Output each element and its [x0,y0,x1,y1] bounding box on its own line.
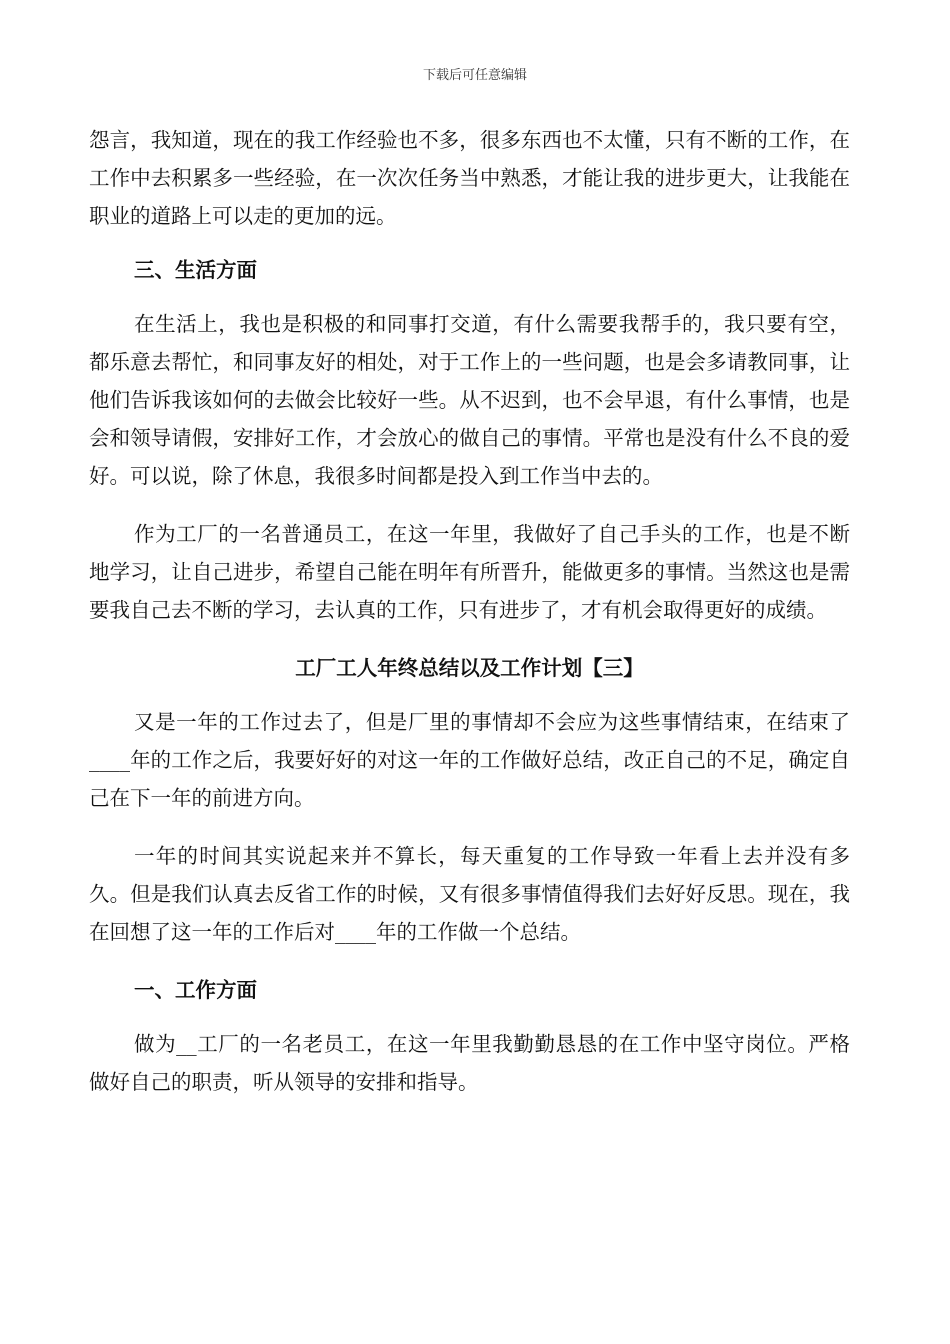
paragraph-work: 做为__工厂的一名老员工，在这一年里我勤勤恳恳的在工作中坚守岗位。严格做好自己的职责，听从领导的安排和指导。 [89,1032,850,1094]
heading-life: 三、生活方面 [134,258,257,282]
document-body [89,121,850,1101]
paragraph-experience: 怨言，我知道，现在的我工作经验也不多，很多东西也不太懂，只有不断的工作，在工作中去积累多一些经验，在一次次任务当中熟悉，才能让我的进步更大，让我能在职业的道路上可以走的更加的远。 [89,128,850,228]
section-title: 工厂工人年终总结以及工作计划【三】 [295,656,644,680]
paragraph-summary: 作为工厂的一名普通员工，在这一年里，我做好了自己手头的工作，也是不断地学习，让自己进步，希望自己能在明年有所晋升，能做更多的事情。当然这也是需要我自己去不断的学习，去认真的工作，只有进步了，才有机会取得更好的成绩。 [89,522,850,622]
heading-work: 一、工作方面 [134,978,257,1002]
paragraph-intro: 又是一年的工作过去了，但是厂里的事情却不会应为这些事情结束，在结束了____年的工作之后，我要好好的对这一年的工作做好总结，改正自己的不足，确定自己在下一年的前进方向。 [89,710,850,810]
paragraph-reflection: 一年的时间其实说起来并不算长，每天重复的工作导致一年看上去并没有多久。但是我们认真去反省工作的时候，又有很多事情值得我们去好好反思。现在，我在回想了这一年的工作后对____年的工作做一个总结。 [89,844,850,944]
page-header-note: 下载后可任意编辑 [422,68,527,83]
paragraph-life: 在生活上，我也是积极的和同事打交道，有什么需要我帮手的，我只要有空，都乐意去帮忙，和同事友好的相处，对于工作上的一些问题，也是会多请教同事，让他们告诉我该如何的去做会比较好一些。从不迟到，也不会早退，有什么事情，也是会和领导请假，安排好工作，才会放心的做自己的事情。平常也是没有什么不良的爱好。可以说，除了休息，我很多时间都是投入到工作当中去的。 [89,312,850,488]
